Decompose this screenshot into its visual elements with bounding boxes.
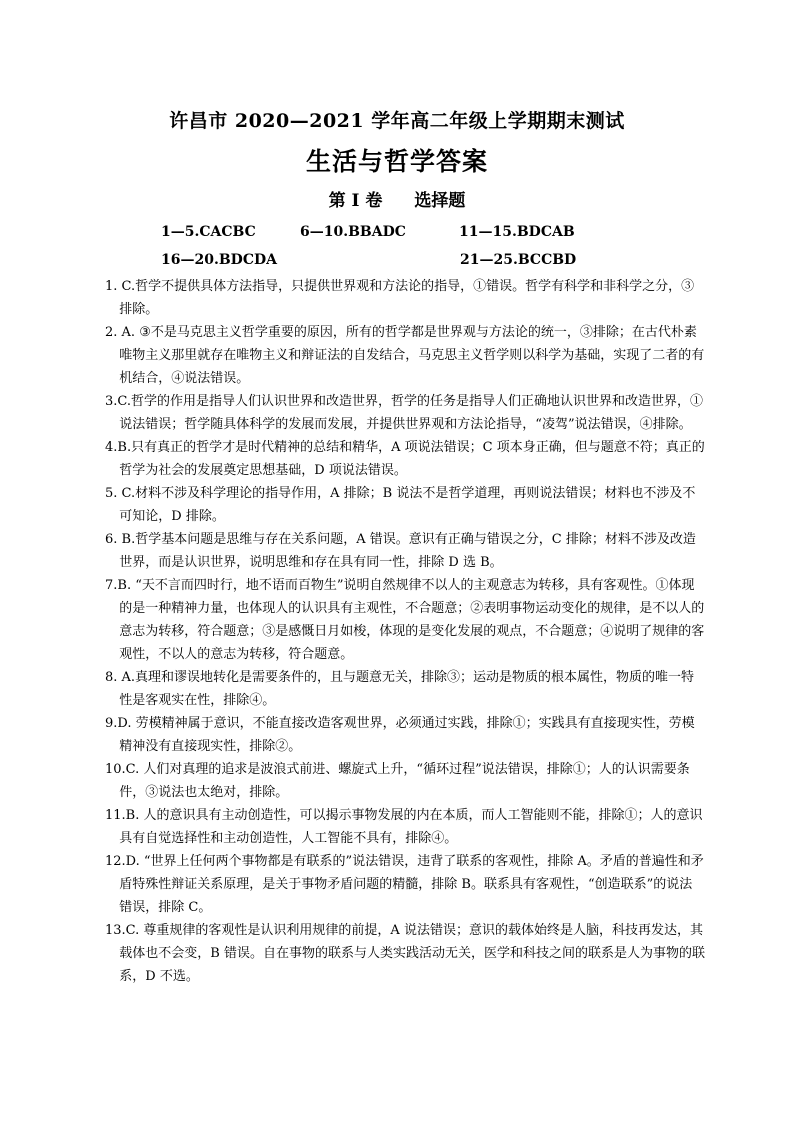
explanation-text: 10.C. 人们对真理的追求是波浪式前进、螺旋式上升，“循环过程”说法错误，排除①；人的认识需要条件，③说法也太绝对，排除。 — [105, 762, 690, 800]
explanation-text: 5. C.材料不涉及科学理论的指导作用，A 排除；B 说法不是哲学道理，再则说法错误；材料也不涉及不可知论，D 排除。 — [105, 486, 696, 524]
answer-key-block — [0, 224, 794, 280]
section-volume: 第 I 卷 — [328, 191, 383, 211]
answer-key: 16—20.BDCDA — [161, 252, 277, 268]
explanation-text: 1. C.哲学不提供具体方法指导，只提供世界观和方法论的指导，①错误。哲学有科学和非科学之分，③排除。 — [105, 279, 695, 317]
explanation-item — [105, 321, 705, 390]
explanation-text: 4.B.只有真正的哲学才是时代精神的总结和精华，A 项说法错误；C 项本身正确，但与题意不符；真正的哲学为社会的发展奠定思想基础，D 项说法错误。 — [105, 440, 705, 478]
subject-title: 生活与哲学答案 — [305, 147, 488, 176]
explanation-item — [105, 804, 705, 850]
explanation-item — [105, 712, 705, 758]
section-heading — [0, 186, 794, 211]
explanation-item — [105, 758, 705, 804]
answer-key: 6—10.BBADC — [300, 224, 406, 240]
exam-title: 许昌市 2020—2021 学年高二年级上学期期末测试 — [169, 110, 625, 132]
explanation-text: 11.B. 人的意识具有主动创造性，可以揭示事物发展的内在本质，而人工智能则不能，排除①；人的意识具有自觉选择性和主动创造性，人工智能不具有，排除④。 — [105, 808, 703, 846]
explanation-item — [105, 390, 705, 436]
explanation-item — [105, 436, 705, 482]
explanation-text: 8. A.真理和谬误地转化是需要条件的，且与题意无关，排除③；运动是物质的根本属性，物质的唯一特性是客观实在性，排除④。 — [105, 670, 695, 708]
explanation-text: 7.B. “天不言而四时行，地不语而百物生”说明自然规律不以人的主观意志为转移，具有客观性。①体现的是一种精神力量，也体现人的认识具有主观性，不合题意；②表明事物运动变化的规律，是不以人的意志为转移，符合题意；③是感慨日月如梭，体现的是变化发展的观点，不合题意；④说明了规律的客观性，不以人的意志为转移，符合题意。 — [105, 578, 705, 662]
explanation-item — [105, 919, 705, 988]
explanation-item — [105, 666, 705, 712]
explanation-text: 2. A. ③不是马克思主义哲学重要的原因，所有的哲学都是世界观与方法论的统一，③排除；在古代朴素唯物主义那里就存在唯物主义和辩证法的自发结合，马克思主义哲学则以科学为基础，实现了二者的有机结合，④说法错误。 — [105, 325, 705, 386]
answer-key: 1—5.CACBC — [161, 224, 256, 240]
explanation-text: 13.C. 尊重规律的客观性是认识利用规律的前提，A 说法错误；意识的载体始终是人脑，科技再发达，其载体也不会变，B 错误。自在事物的联系与人类实践活动无关，医学和科技之间的联系是人为事物的联系，D 不选。 — [105, 923, 705, 984]
explanation-text: 9.D. 劳模精神属于意识，不能直接改造客观世界，必须通过实践，排除①；实践具有直接现实性，劳模精神没有直接现实性，排除②。 — [105, 716, 695, 754]
explanation-item — [105, 275, 705, 321]
explanation-item — [105, 574, 705, 666]
explanation-text: 6. B.哲学基本问题是思维与存在关系问题，A 错误。意识有正确与错误之分，C 排除；材料不涉及改造世界，而是认识世界，说明思维和存在具有同一性，排除 D 选 B。 — [105, 532, 696, 570]
explanation-text: 12.D. “世界上任何两个事物都是有联系的”说法错误，违背了联系的客观性，排除 A。矛盾的普遍性和矛盾特殊性辩证关系原理，是关于事物矛盾问题的精髓，排除 B。联系具有客观性，“创造联系”的说法错误，排除 C。 — [105, 854, 704, 915]
answer-key: 11—15.BDCAB — [459, 224, 575, 240]
section-type: 选择题 — [414, 191, 466, 211]
explanation-list — [105, 275, 705, 988]
explanation-text: 3.C.哲学的作用是指导人们认识世界和改造世界，哲学的任务是指导人们正确地认识世界和改造世界，①说法错误；哲学随具体科学的发展而发展，并提供世界观和方法论指导，“凌驾”说法错误，④排除。 — [105, 394, 704, 432]
explanation-item — [105, 528, 705, 574]
explanation-item — [105, 482, 705, 528]
explanation-item — [105, 850, 705, 919]
answer-key: 21—25.BCCBD — [460, 252, 577, 268]
